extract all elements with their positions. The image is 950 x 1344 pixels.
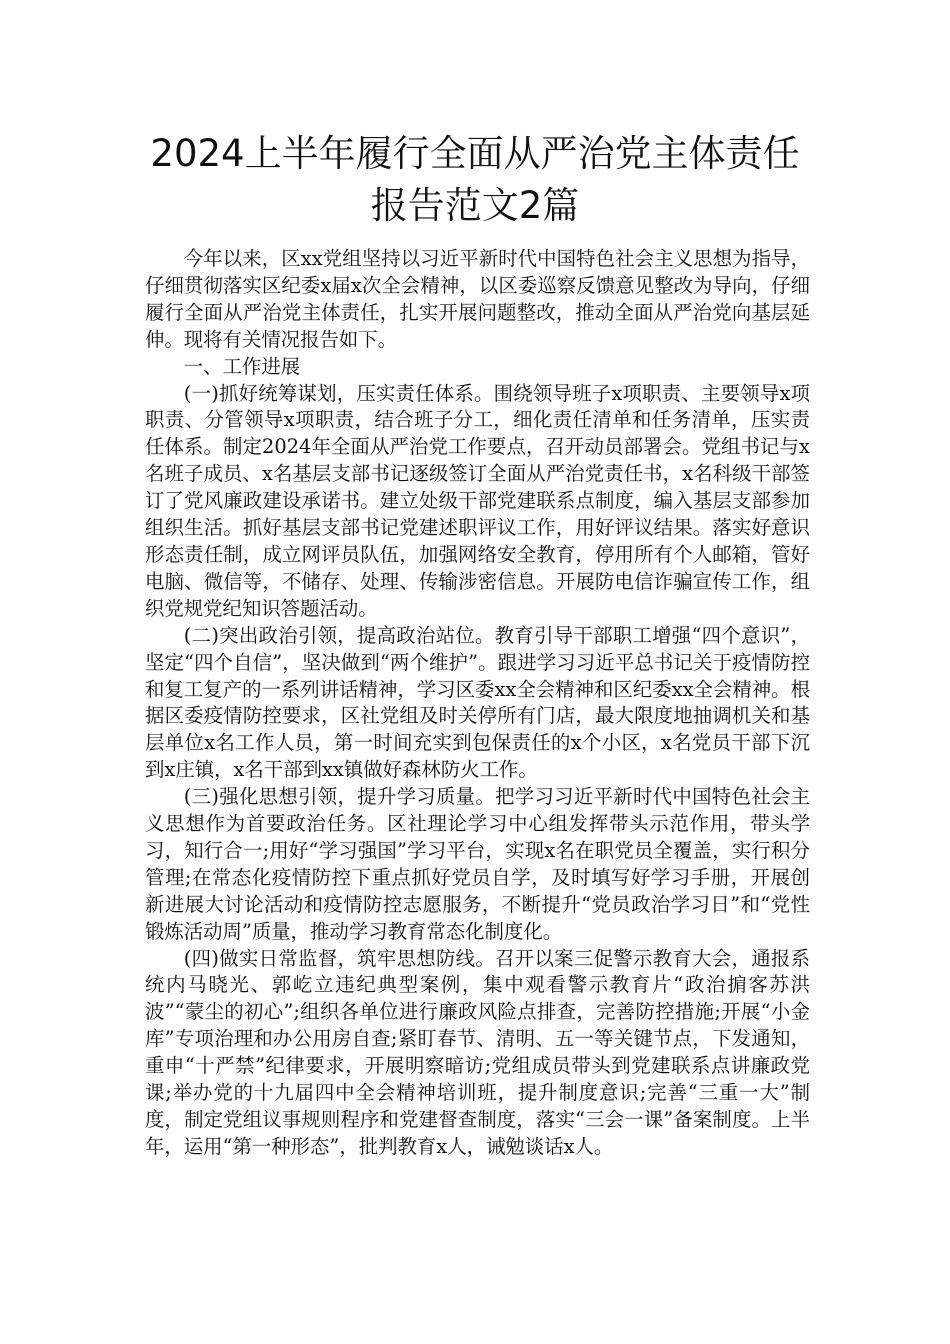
document-body bbox=[145, 246, 810, 1161]
intro-paragraph: 今年以来，区xx党组坚持以习近平新时代中国特色社会主义思想为指导，仔细贯彻落实区纪委x届x次全会精神，以区委巡察反馈意见整改为导向，仔细履行全面从严治党主体责任，扎实开展问题整改，推动全面从严治党向基层延伸。现将有关情况报告如下。 bbox=[145, 247, 810, 351]
section-heading: 一、工作进展 bbox=[183, 354, 301, 378]
paragraph-item-2: (二)突出政治引领，提高政治站位。教育引导干部职工增强“四个意识”，坚定“四个自信”，坚决做到“两个维护”。跟进学习习近平总书记关于疫情防控和复工复产的一系列讲话精神，学习区委xx全会精神和区纪委xx全会精神。根据区委疫情防控要求，区社党组及时关停所有门店，最大限度地抽调机关和基层单位x名工作人员，第一时间充实到包保责任的x个小区，x名党员干部下沉到x庄镇，x名干部到xx镇做好森林防火工作。 bbox=[145, 623, 810, 782]
paragraph-item-3: (三)强化思想引领，提升学习质量。把学习习近平新时代中国特色社会主义思想作为首要政治任务。区社理论学习中心组发挥带头示范作用，带头学习，知行合一;用好“学习强国”学习平台，实现x名在职党员全覆盖，实行积分管理;在常态化疫情防控下重点抓好党员自学，及时填写好学习手册，开展创新进展大讨论活动和疫情防控志愿服务，不断提升“党员政治学习日”和“党性锻炼活动周”质量，推动学习教育常态化制度化。 bbox=[145, 785, 810, 943]
paragraph-item-1: (一)抓好统筹谋划，压实责任体系。围绕领导班子x项职责、主要领导x项职责、分管领导x项职责，结合班子分工，细化责任清单和任务清单，压实责任体系。制定2024年全面从严治党工作要点，召开动员部署会。党组书记与x名班子成员、x名基层支部书记逐级签订全面从严治党责任书，x名科级干部签订了党风廉政建设承诺书。建立处级干部党建联系点制度，编入基层支部参加组织生活。抓好基层支部书记党建述职评议工作，用好评议结果。落实好意识形态责任制，成立网评员队伍，加强网络安全教育，停用所有个人邮箱，管好电脑、微信等，不储存、处理、传输涉密信息。开展防电信诈骗宣传工作，组织党规党纪知识答题活动。 bbox=[145, 381, 810, 620]
title-line-2: 报告范文2篇 bbox=[370, 184, 580, 227]
document-title bbox=[100, 128, 850, 232]
paragraph-item-4: (四)做实日常监督，筑牢思想防线。召开以案三促警示教育大会，通报系统内马晓光、郭屹立违纪典型案例，集中观看警示教育片“政治掮客苏洪波”“蒙尘的初心”;组织各单位进行廉政风险点排查，完善防控措施;开展“小金库”专项治理和办公用房自查;紧盯春节、清明、五一等关键节点，下发通知，重申“十严禁”纪律要求，开展明察暗访;党组成员带头到党建联系点讲廉政党课;举办党的十九届四中全会精神培训班，提升制度意识;完善“三重一大”制度，制定党组议事规则程序和党建督查制度，落实“三会一课”备案制度。上半年，运用“第一种形态”，批判教育x人，诫勉谈话x人。 bbox=[145, 946, 810, 1158]
title-line-1: 2024上半年履行全面从严治党主体责任 bbox=[150, 132, 800, 175]
